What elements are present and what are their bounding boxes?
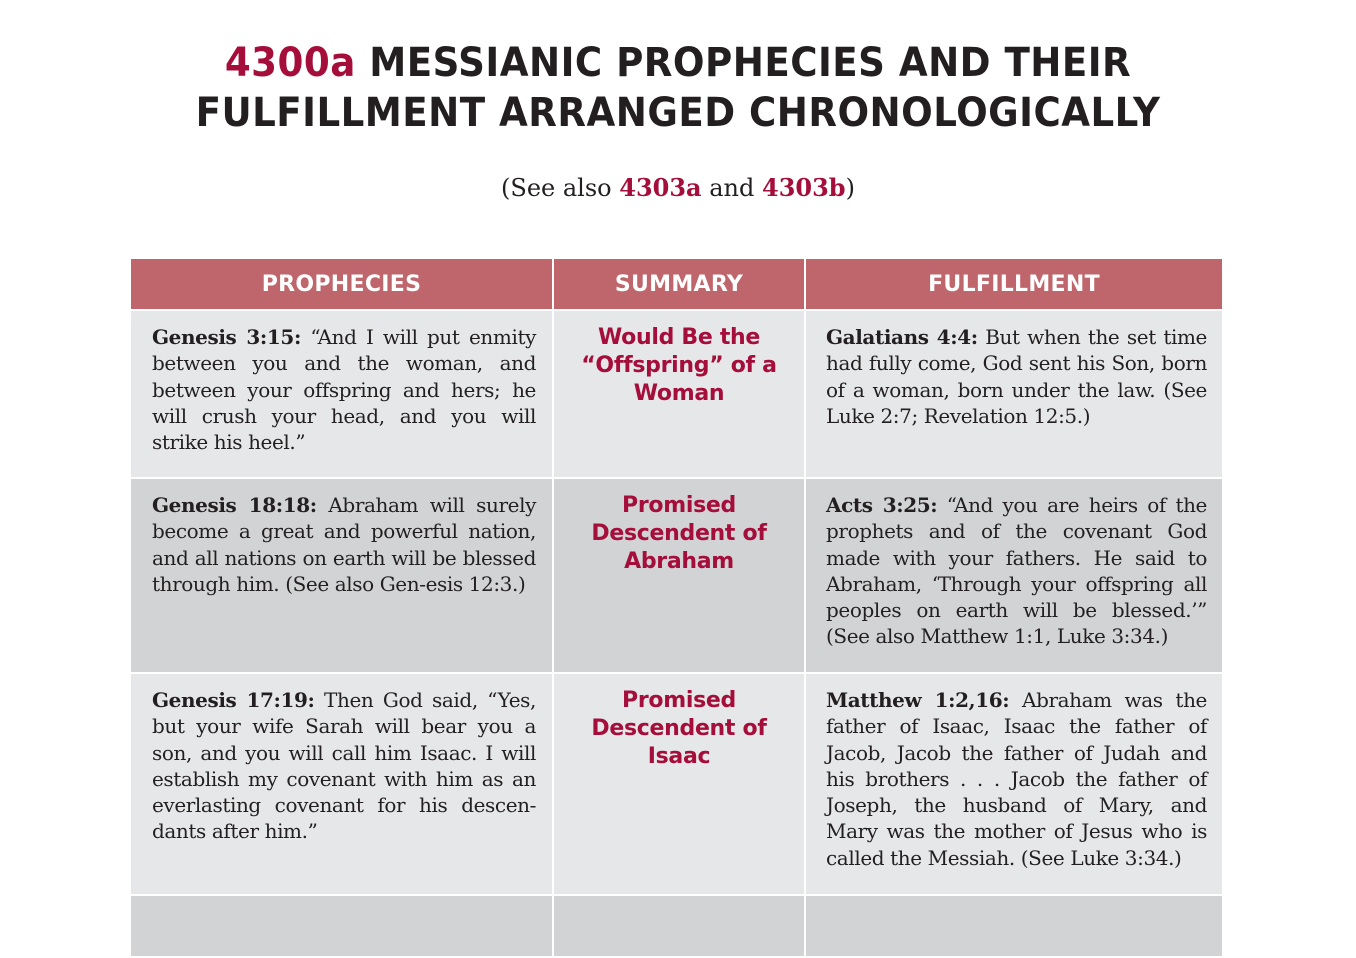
summary-cell	[554, 896, 806, 956]
see-also-suffix: )	[845, 174, 855, 202]
header-summary: SUMMARY	[554, 259, 806, 309]
fulfillment-text: But when the set time had fully come, God sent his Son, born of a woman, born under the law. (See Luke 2:7; Revelation 12:5.)	[826, 325, 1207, 428]
summary-cell: Would Be the “Offspring” of a Woman	[554, 311, 806, 477]
see-also-note	[0, 172, 1356, 204]
see-also-link-4303b[interactable]: 4303b	[762, 173, 846, 202]
fulfillment-reference: Galatians 4:4:	[826, 325, 978, 349]
prophecy-cell	[131, 479, 554, 672]
title-line-1	[47, 38, 1308, 88]
fulfillment-text: “And you are heirs of the prophets and of the covenant God made with your fathers. He said to Abraham, ‘Through your offspring all peoples on earth will be blessed.’” (See also Matthew 1:1, Luke 3:34.)	[826, 493, 1207, 649]
title-line-2: FULFILLMENT ARRANGED CHRONOLOGICALLY	[195, 90, 1161, 136]
fulfillment-reference: Acts 3:25:	[826, 493, 938, 517]
prophecy-reference: Genesis 18:18:	[152, 493, 317, 517]
table-row	[131, 674, 1222, 896]
page-title	[47, 38, 1308, 138]
prophecy-cell	[131, 674, 554, 894]
fulfillment-cell	[806, 674, 1222, 894]
header-prophecies: PROPHECIES	[131, 259, 554, 309]
fulfillment-cell	[806, 479, 1222, 672]
fulfillment-reference: Matthew 1:2,16:	[826, 688, 1010, 712]
prophecy-cell	[131, 311, 554, 477]
table-row	[131, 479, 1222, 674]
prophecy-text: Then God said, “Yes, but your wife Sarah will bear you a son, and you will call him Isaac. I will establish my covenant with him as an everlasting covenant for his descen-dants after him.”	[152, 688, 536, 844]
see-also-link-4303a[interactable]: 4303a	[619, 173, 702, 202]
prophecy-reference: Genesis 17:19:	[152, 688, 315, 712]
see-also-middle: and	[701, 174, 762, 202]
title-text-1: MESSIANIC PROPHECIES AND THEIR	[369, 40, 1132, 86]
summary-cell: Promised Descendent of Abraham	[554, 479, 806, 672]
prophecy-cell	[131, 896, 554, 956]
prophecy-table	[131, 259, 1222, 958]
table-header-row	[131, 259, 1222, 311]
prophecy-text: Abraham will surely become a great and powerful nation, and all nations on earth will be blessed through him. (See also Gen-esis 12:3.)	[152, 493, 536, 596]
fulfillment-text: Abraham was the father of Isaac, Isaac the father of Jacob, Jacob the father of Judah and his brothers . . . Jacob the father of Joseph, the husband of Mary, and Mary was the mother of Jesus who is called the Messiah. (See Luke 3:34.)	[826, 688, 1207, 870]
header-fulfillment: FULFILLMENT	[806, 259, 1222, 309]
fulfillment-cell	[806, 311, 1222, 477]
prophecy-text: “And I will put enmity between you and the woman, and between your offspring and hers; he will crush your head, and you will strike his heel.”	[152, 325, 536, 455]
fulfillment-cell	[806, 896, 1222, 956]
section-number: 4300a	[224, 40, 356, 86]
prophecy-reference: Genesis 3:15:	[152, 325, 301, 349]
see-also-prefix: (See also	[501, 174, 620, 202]
table-row	[131, 311, 1222, 479]
summary-cell: Promised Descendent of Isaac	[554, 674, 806, 894]
table-row-partial	[131, 896, 1222, 958]
